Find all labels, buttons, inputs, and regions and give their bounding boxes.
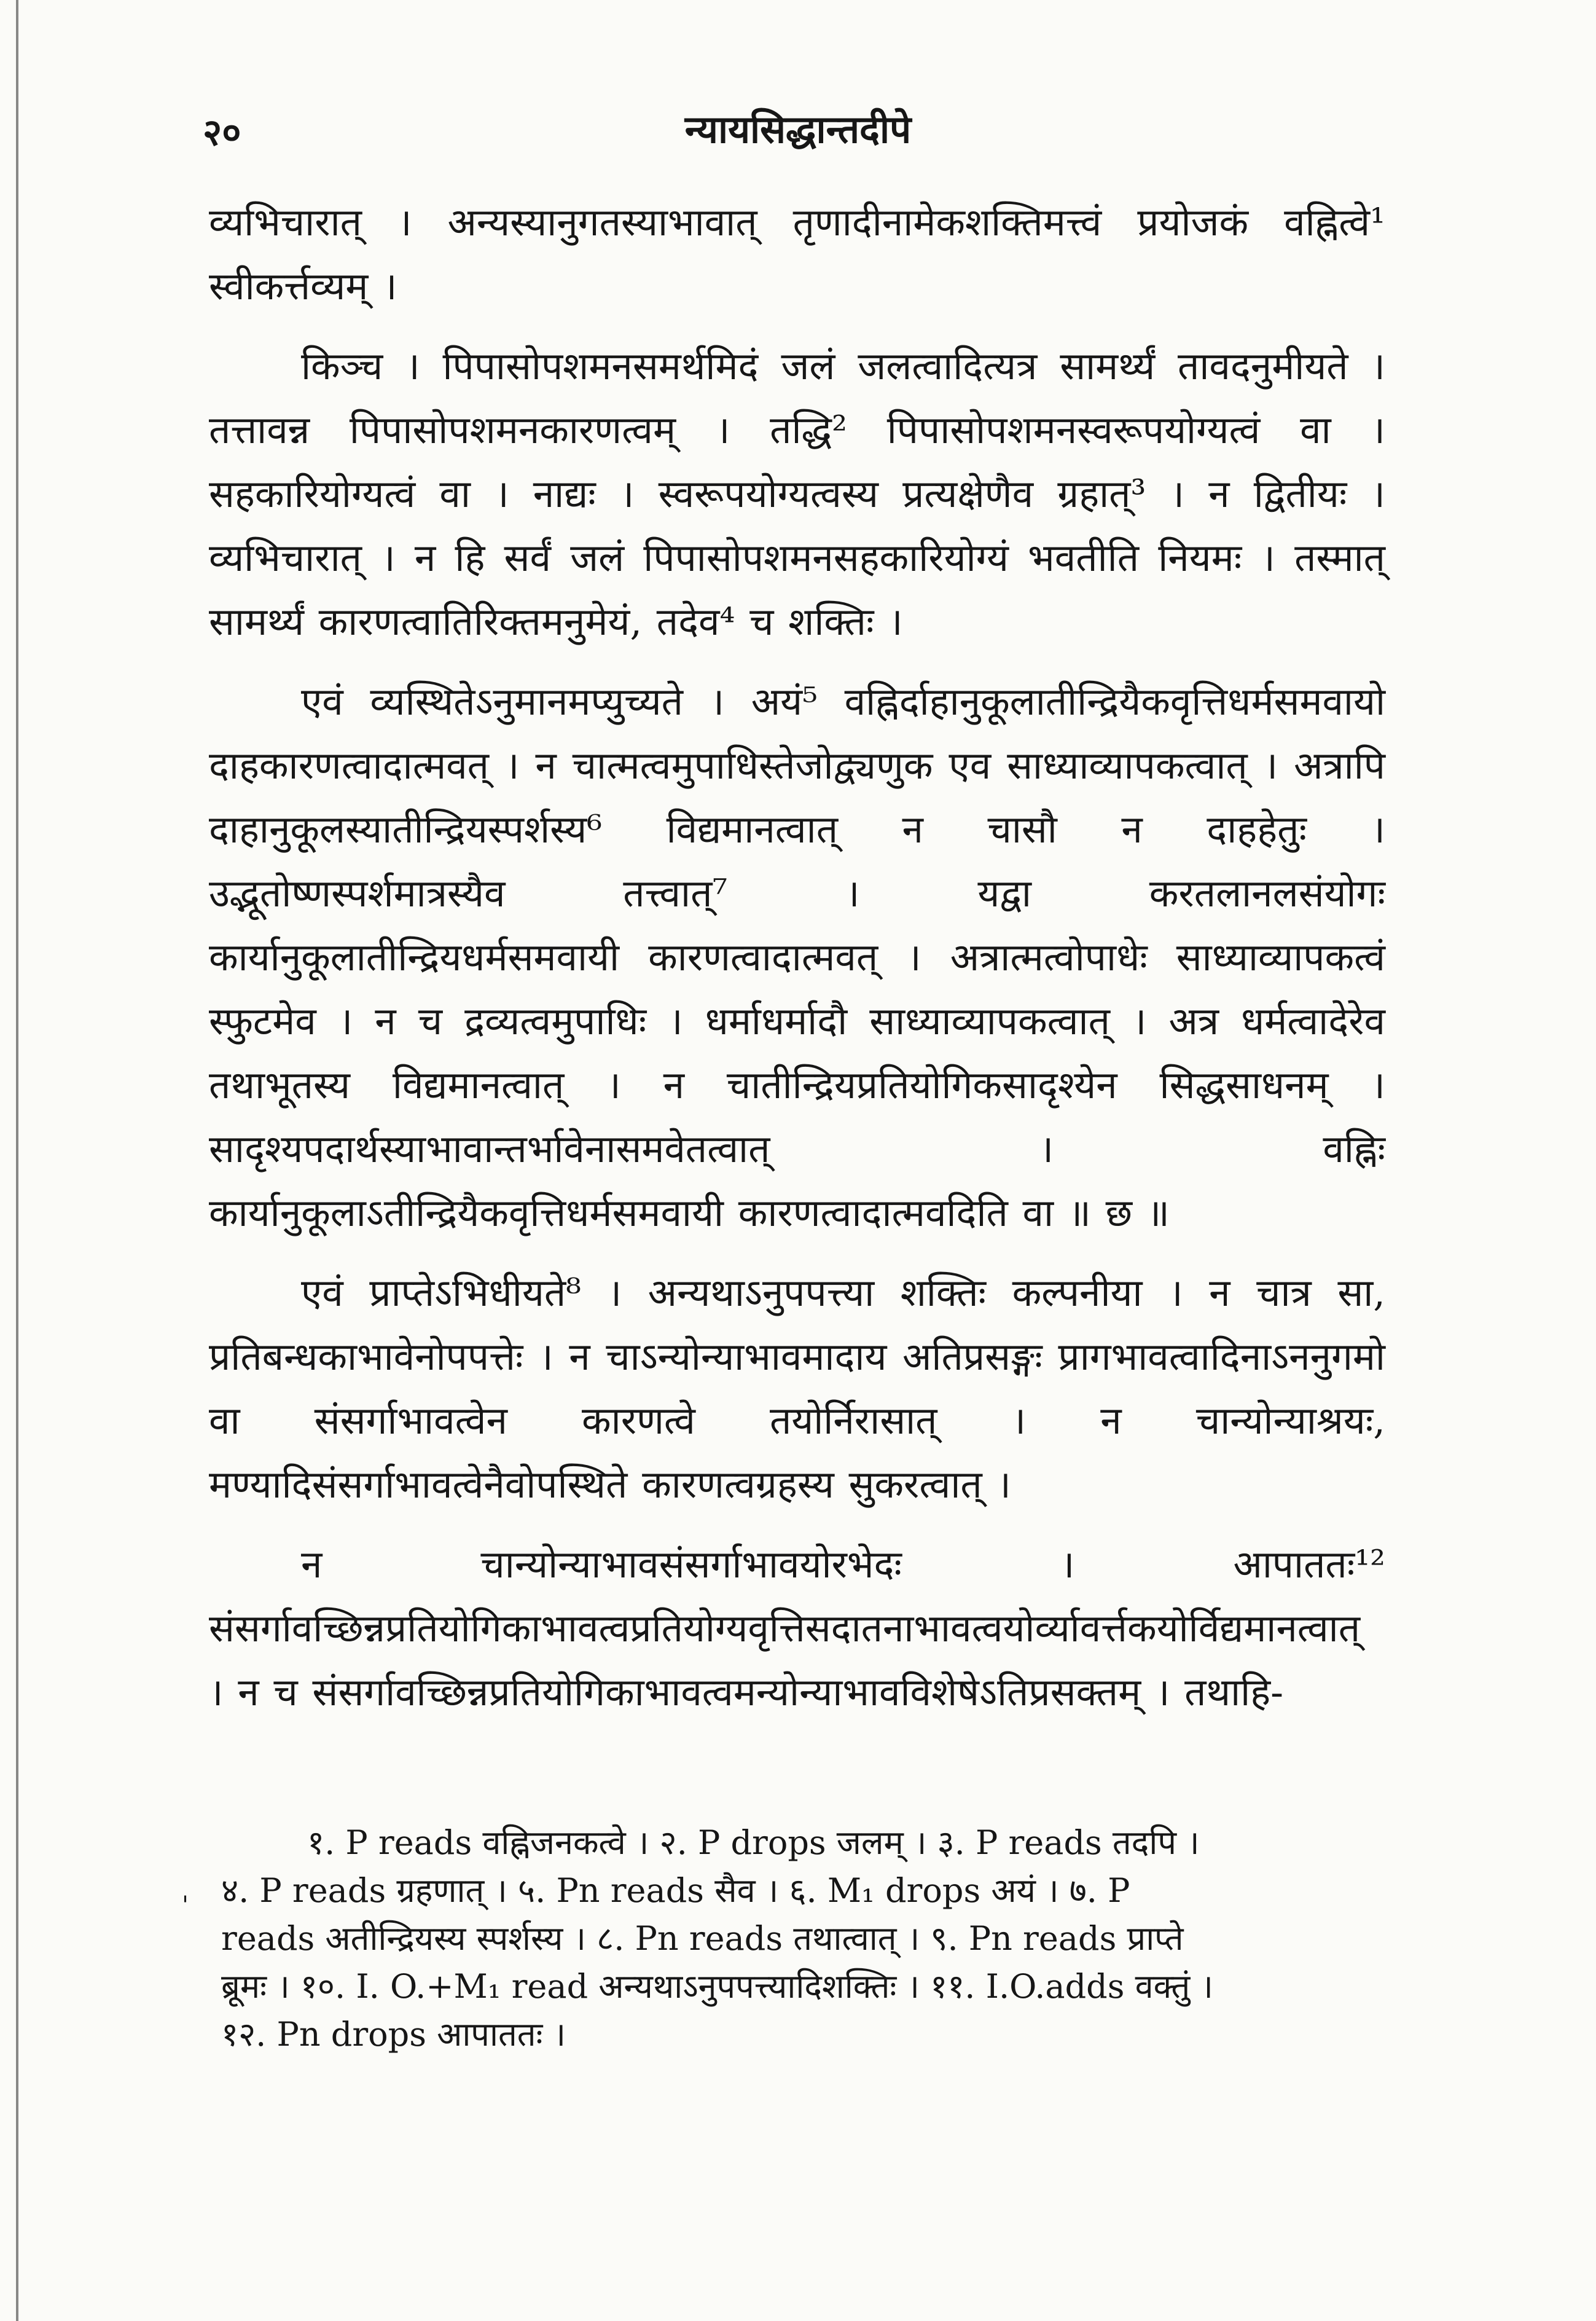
footnote-line-2: ४. P reads ग्रहणात् । ५. Pn reads सैव । ६. M₁ drops अयं । ७. P <box>221 1871 1130 1910</box>
paragraph-2: किञ्च । पिपासोपशमनसमर्थमिदं जलं जलत्वादित्यत्र सामर्थ्यं तावदनुमीयते । तत्तावन्न पिपासोपशमनकारणत्वम् । तद्धि² पिपासोपशमनस्वरूपयोग्यत्वं वा । सहकारियोग्यत्वं वा । नाद्यः । स्वरूपयोग्यत्वस्य प्रत्यक्षेणैव ग्रहात्³ । न द्वितीयः । व्यभिचारात् । न हि सर्वं जलं पिपासोपशमनसहकारियोग्यं भवतीति नियमः । तस्मात् सामर्थ्यं कारणत्वातिरिक्तमनुमेयं, तदेव⁴ च शक्तिः । <box>209 344 1385 644</box>
paragraph-1: व्यभिचारात् । अन्यस्यानुगतस्याभावात् तृणादीनामेकशक्तिमत्त्वं प्रयोजकं वह्नित्वे¹ स्वीकर्त्तव्यम् । <box>209 200 1385 308</box>
footnote-line-5: १२. Pn drops आपाततः । <box>221 2015 566 2054</box>
paragraph-3: एवं व्यस्थितेऽनुमानमप्युच्यते । अयं⁵ वह्निर्दाहानुकूलातीन्द्रियैकवृत्तिधर्मसमवायो दाहकारणत्वादात्मवत् । न चात्मत्वमुपाधिस्तेजोद्व्यणुक एव साध्याव्यापकत्वात् । अत्रापि दाहानुकूलस्यातीन्द्रियस्पर्शस्य⁶ विद्यमानत्वात् न चासौ न दाहहेतुः । उद्भूतोष्णस्पर्शमात्रस्यैव तत्त्वात्⁷ । यद्वा करतलानलसंयोगः कार्यानुकूलातीन्द्रियधर्मसमवायी कारणत्वादात्मवत् । अत्रात्मत्वोपाधेः साध्याव्यापकत्वं स्फुटमेव । न च द्रव्यत्वमुपाधिः । धर्माधर्मादौ साध्याव्यापकत्वात् । अत्र धर्मत्वादेरेव तथाभूतस्य विद्यमानत्वात् । न चातीन्द्रियप्रतियोगिकसादृश्येन सिद्धसाधनम् । सादृश्यपदार्थस्याभावान्तर्भावेनासमवेतत्वात् । वह्निः कार्यानुकूलाऽतीन्द्रियैकवृत्तिधर्मसमवायी कारणत्वादात्मवदिति वा ॥ छ ॥ <box>209 679 1385 1235</box>
margin-mark: ' <box>182 1891 189 1920</box>
footnote-line-3: reads अतीन्द्रियस्य स्पर्शस्य । ८. Pn reads तथात्वात् । ९. Pn reads प्राप्ते <box>221 1919 1184 1958</box>
footnotes <box>221 1819 1388 2059</box>
footnote-line-1: १. P reads वह्निजनकत्वे । २. P drops जलम् । ३. P reads तदपि । <box>307 1823 1200 1862</box>
paragraph-5: न चान्योन्याभावसंसर्गाभावयोरभेदः । आपाततः¹² संसर्गावच्छिन्नप्रतियोगिकाभावत्वप्रतियोग्यवृत्तिसदातनाभावत्वयोर्व्यावर्त्तकयोर्विद्यमानत्वात् । न च संसर्गावच्छिन्नप्रतियोगिकाभावत्वमन्योन्याभावविशेषेऽतिप्रसक्तम् । तथाहि- <box>209 1542 1385 1714</box>
page-edge-line <box>16 0 18 2321</box>
running-head: न्यायसिद्धान्तदीपे <box>684 107 912 152</box>
footnote-line-4: ब्रूमः । १०. I. O.+M₁ read अन्यथाऽनुपपत्त्यादिशक्तिः । ११. I.O.adds वक्तुं । <box>221 1967 1213 2006</box>
body-text <box>209 190 1385 1740</box>
page-number: २० <box>203 111 241 154</box>
paragraph-4: एवं प्राप्तेऽभिधीयते⁸ । अन्यथाऽनुपपत्त्या शक्तिः कल्पनीया । न चात्र सा, प्रतिबन्धकाभावेनोपपत्तेः । न चाऽन्योन्याभावमादाय अतिप्रसङ्गः प्रागभावत्वादिनाऽननुगमो वा संसर्गाभावत्वेन कारणत्वे तयोर्निरासात् । न चान्योन्याश्रयः, मण्यादिसंसर्गाभावत्वेनैवोपस्थिते कारणत्वग्रहस्य सुकरत्वात् । <box>209 1270 1385 1507</box>
